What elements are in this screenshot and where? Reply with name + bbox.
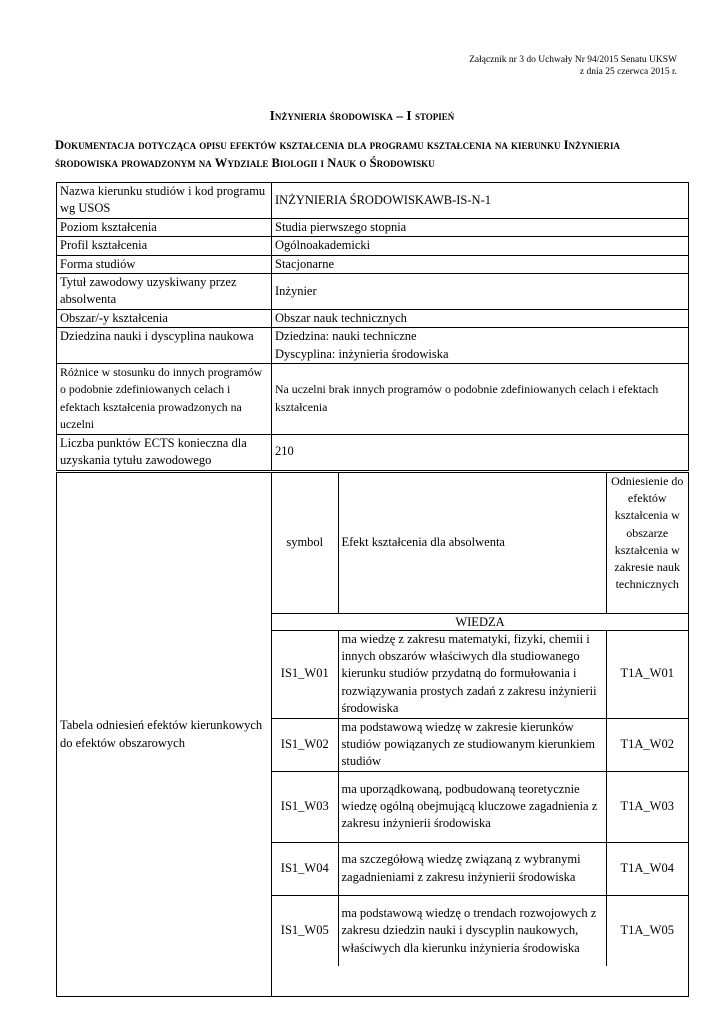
group-row [272, 613, 688, 630]
row-value: Na uczelni brak innych programów o podobnie zdefiniowanych celach i efektach kształcenia [272, 364, 689, 435]
row-label: Liczba punktów ECTS konieczna dla uzyskania tytułu zawodowego [57, 434, 272, 470]
table-row [272, 718, 688, 771]
row-value: 210 [272, 434, 689, 470]
row-value: Stacjonarne [272, 255, 689, 273]
effect-text: ma uporządkowaną, podbudowaną teoretycznie wiedzę ogólną obejmującą kluczowe zagadnienia z zakresu inżynierii środowiska [338, 771, 606, 842]
table-row [272, 630, 688, 718]
table-row [57, 255, 689, 273]
effect-symbol: IS1_W03 [272, 771, 338, 842]
value-line: Dyscyplina: inżynieria środowiska [275, 346, 449, 361]
effect-text: ma szczegółową wiedzę związaną z wybranymi zagadnieniami z zakresu inżynierii środowiska [338, 842, 606, 895]
effect-reference: T1A_W04 [606, 842, 688, 895]
program-info-table [56, 182, 689, 471]
attachment-line-1: Załącznik nr 3 do Uchwały Nr 94/2015 Senatu UKSW [469, 55, 677, 65]
row-value [272, 328, 689, 364]
effect-reference: T1A_W01 [606, 630, 688, 718]
effect-reference: T1A_W05 [606, 895, 688, 966]
table-row [57, 237, 689, 255]
table-row [57, 309, 689, 327]
effect-symbol: IS1_W01 [272, 630, 338, 718]
table-row [57, 434, 689, 470]
row-label: Profil kształcenia [57, 237, 272, 255]
effect-symbol: IS1_W02 [272, 718, 338, 771]
effects-header-row [272, 473, 688, 613]
effect-text: ma wiedzę z zakresu matematyki, fizyki, chemii i innych obszarów właściwych dla studiowanego kierunku studiów przydatną do formułowania i rozwiązywania prostych zadań z zakresu inżynierii środowiska [338, 630, 606, 718]
effects-section [56, 472, 689, 997]
table-row [272, 771, 688, 842]
effects-section-label: Tabela odniesień efektów kierunkowych do efektów obszarowych [57, 473, 272, 997]
row-label: Tytuł zawodowy uzyskiwany przez absolwenta [57, 274, 272, 310]
row-value: Studia pierwszego stopnia [272, 218, 689, 236]
effect-symbol: IS1_W05 [272, 895, 338, 966]
effects-table [272, 473, 688, 966]
value-line: Dziedzina: nauki techniczne [275, 329, 417, 344]
row-value: Obszar nauk technicznych [272, 309, 689, 327]
row-value: Ogólnoakademicki [272, 237, 689, 255]
attachment-line-2: z dnia 25 czerwca 2015 r. [579, 67, 677, 77]
row-value: Inżynier [272, 274, 689, 310]
group-label: WIEDZA [272, 613, 688, 630]
document-subtitle: Dokumentacja dotycząca opisu efektów kształcenia dla programu kształcenia na kierunku Inżynieria środowiska prowadzonym na Wydziale Biologii i Nauk o Środowisku [55, 138, 621, 170]
table-row [272, 895, 688, 966]
header-symbol: symbol [272, 473, 338, 613]
row-label: Dziedzina nauki i dyscyplina naukowa [57, 328, 272, 364]
effect-reference: T1A_W02 [606, 718, 688, 771]
row-label: Nazwa kierunku studiów i kod programu wg USOS [57, 183, 272, 219]
effect-text: ma podstawową wiedzę o trendach rozwojowych z zakresu dziedzin nauki i dyscyplin naukowych, właściwych dla kierunku inżynieria środowiska [338, 895, 606, 966]
row-label: Różnice w stosunku do innych programów o podobnie zdefiniowanych celach i efektach kształcenia prowadzonych na uczelni [57, 364, 272, 435]
row-label: Forma studiów [57, 255, 272, 273]
row-value: INŻYNIERIA ŚRODOWISKAWB-IS-N-1 [272, 183, 689, 219]
table-row [272, 842, 688, 895]
table-row [57, 364, 689, 435]
attachment-note [469, 54, 677, 78]
table-row [57, 218, 689, 236]
row-label: Poziom kształcenia [57, 218, 272, 236]
effect-text: ma podstawową wiedzę w zakresie kierunków studiów powiązanych ze studiowanym kierunkiem studiów [338, 718, 606, 771]
effect-symbol: IS1_W04 [272, 842, 338, 895]
row-label: Obszar/-y kształcenia [57, 309, 272, 327]
table-row [57, 274, 689, 310]
table-row [57, 328, 689, 364]
table-row [57, 183, 689, 219]
effect-reference: T1A_W03 [606, 771, 688, 842]
header-reference: Odniesienie do efektów kształcenia w obszarze kształcenia w zakresie nauk technicznych [606, 473, 688, 613]
header-effect: Efekt kształcenia dla absolwenta [338, 473, 606, 613]
document-title: Inżynieria środowiska – I stopień [269, 108, 455, 123]
